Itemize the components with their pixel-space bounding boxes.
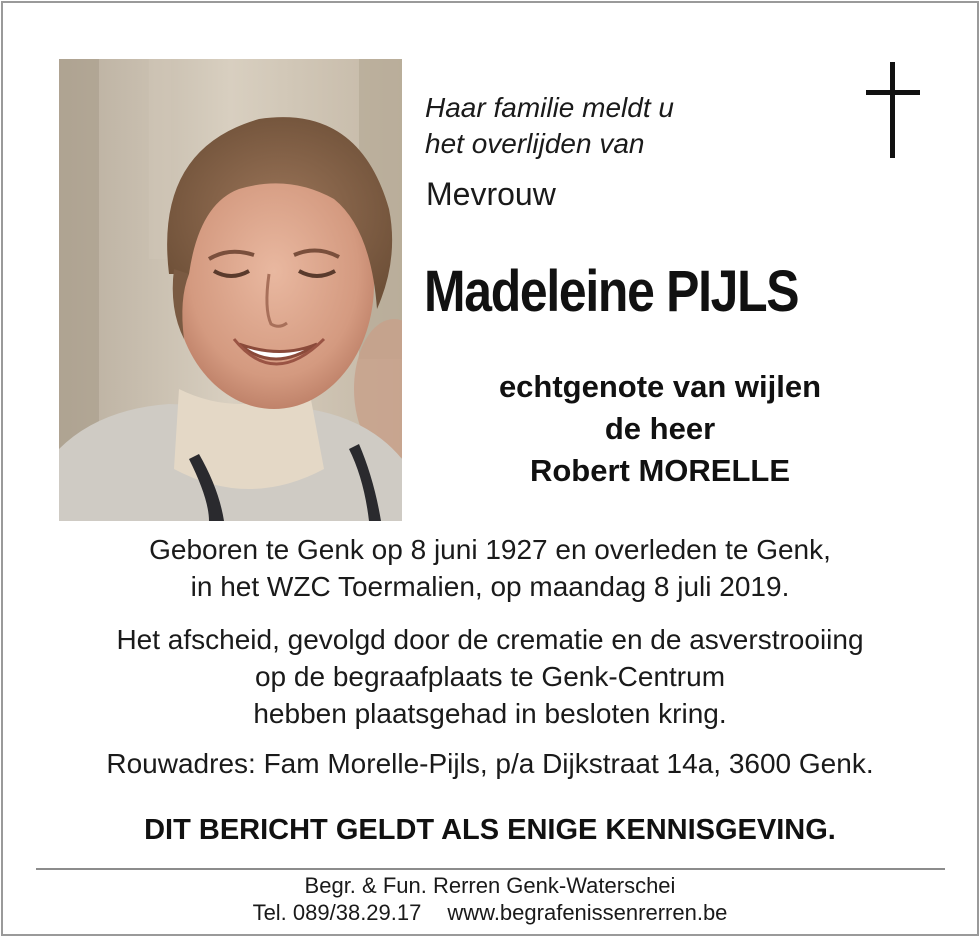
portrait-photo xyxy=(59,59,402,521)
spouse-line: de heer xyxy=(604,411,716,446)
spouse-line: Robert MORELLE xyxy=(529,453,791,488)
intro-line: Haar familie meldt u xyxy=(425,92,674,123)
footer xyxy=(40,872,940,926)
farewell-line: Het afscheid, gevolgd door de crematie en de asverstrooiing xyxy=(116,624,864,655)
spouse-line: echtgenote van wijlen xyxy=(498,369,822,404)
footer-contact xyxy=(40,899,940,926)
mourning-address xyxy=(40,745,940,782)
website-link[interactable]: www.begrafenissenrerren.be xyxy=(447,900,728,925)
divider xyxy=(36,868,945,870)
birth-line: in het WZC Toermalien, op maandag 8 juli 2019. xyxy=(190,571,790,602)
birth-details xyxy=(40,531,940,605)
intro-text xyxy=(425,90,845,162)
deceased-name: Madeleine PIJLS xyxy=(424,259,799,324)
farewell-details xyxy=(40,621,940,732)
honorific: Mevrouw xyxy=(426,176,556,212)
notice-statement: DIT BERICHT GELDT ALS ENIGE KENNISGEVING. xyxy=(144,814,836,846)
cross-icon xyxy=(862,60,924,160)
farewell-line: hebben plaatsgehad in besloten kring. xyxy=(253,698,727,729)
farewell-line: op de begraafplaats te Genk-Centrum xyxy=(254,661,726,692)
spouse-info xyxy=(440,366,880,492)
intro-line: het overlijden van xyxy=(425,128,645,159)
address-line: Rouwadres: Fam Morelle-Pijls, p/a Dijkstraat 14a, 3600 Genk. xyxy=(106,748,874,779)
funeral-company: Begr. & Fun. Rerren Genk-Waterschei xyxy=(304,873,676,898)
birth-line: Geboren te Genk op 8 juni 1927 en overleden te Genk, xyxy=(149,534,831,565)
phone-number: Tel. 089/38.29.17 xyxy=(252,900,422,925)
